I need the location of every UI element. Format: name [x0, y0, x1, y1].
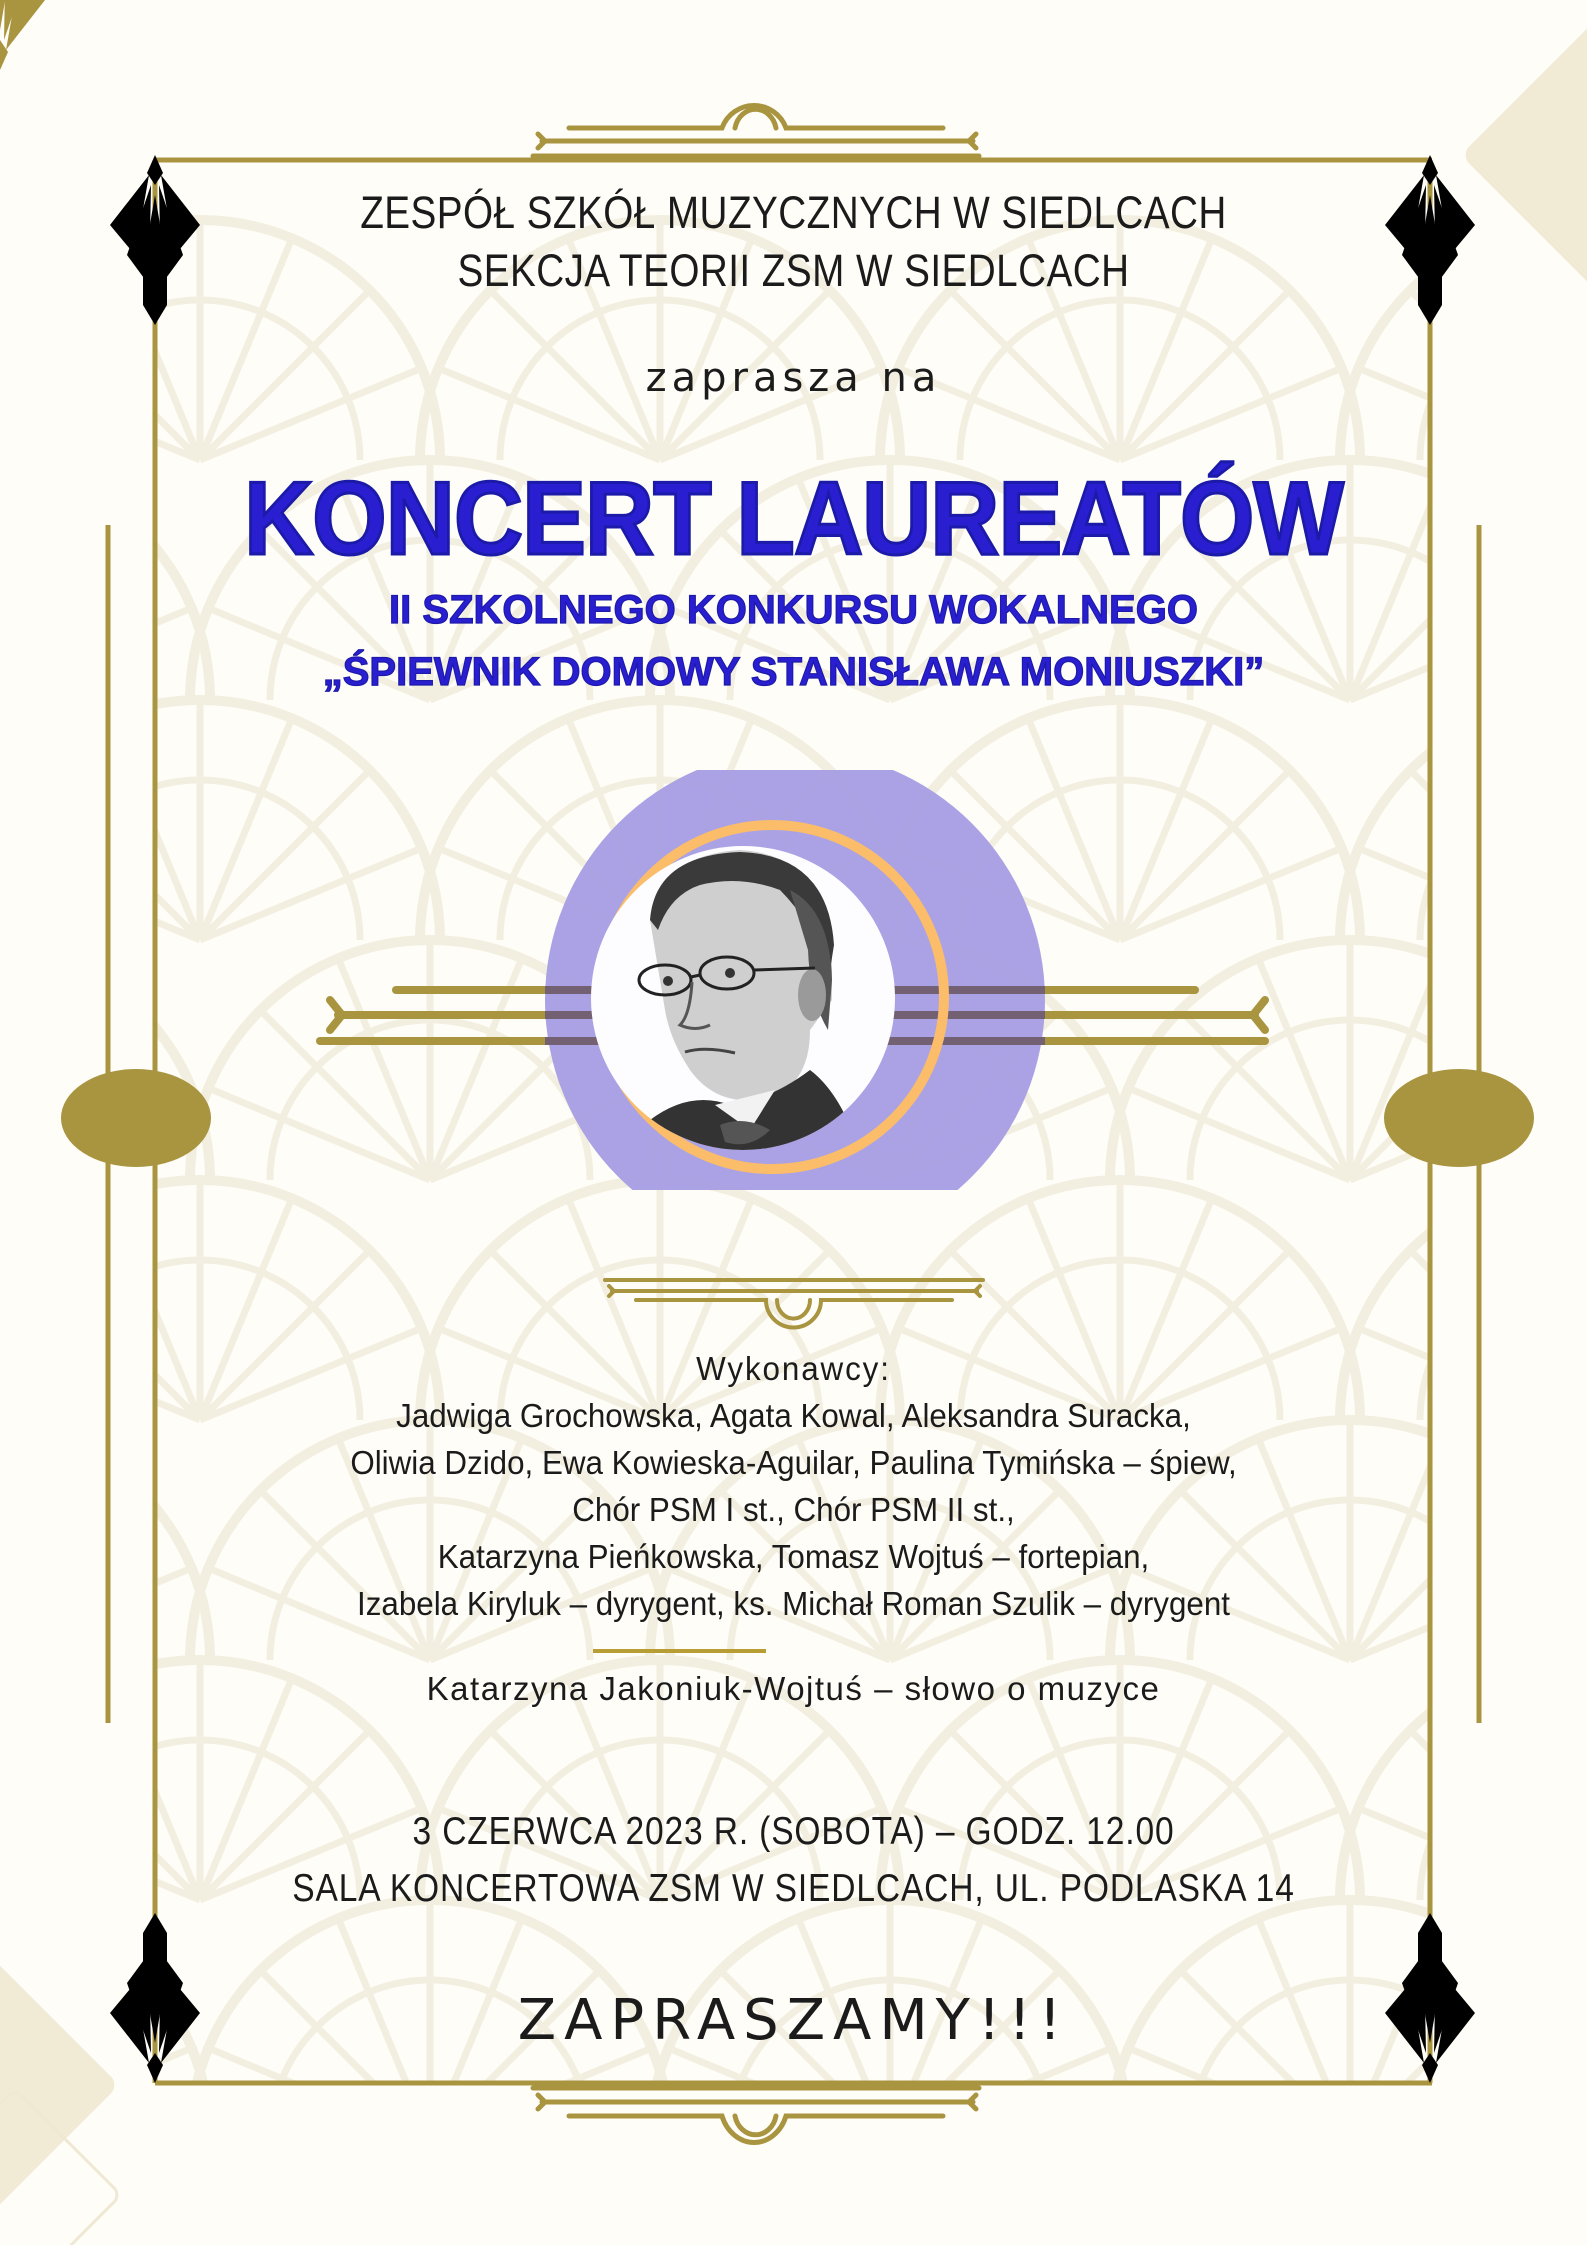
performers-line: Jadwiga Grochowska, Agata Kowal, Aleksandra Suracka,	[396, 1397, 1191, 1434]
event-subtitle-2: „ŚPIEWNIK DOMOWY STANISŁAWA MONIUSZKI”	[322, 650, 1265, 694]
performers-heading: Wykonawcy:	[696, 1350, 891, 1387]
performers-block	[0, 1345, 1587, 1627]
portrait-medallion	[540, 770, 1060, 1190]
closing-invitation: ZAPRASZAMY!!!	[517, 1988, 1070, 2053]
organizer-line-1: ZESPÓŁ SZKÓŁ MUZYCZNYCH W SIEDLCACH	[360, 187, 1227, 238]
gold-circle-right	[1384, 1069, 1534, 1167]
event-subtitle-1: II SZKOLNEGO KONKURSU WOKALNEGO	[389, 588, 1198, 632]
performers-line: Chór PSM I st., Chór PSM II st.,	[572, 1491, 1015, 1528]
gold-circle-left	[61, 1069, 211, 1167]
performers-line: Katarzyna Pieńkowska, Tomasz Wojtuś – fortepian,	[437, 1538, 1150, 1575]
event-venue: SALA KONCERTOWA ZSM W SIEDLCACH, UL. PODLASKA 14	[292, 1867, 1295, 1910]
performers-line: Oliwia Dzido, Ewa Kowieska-Aguilar, Paulina Tymińska – śpiew,	[350, 1444, 1237, 1481]
host-line: Katarzyna Jakoniuk-Wojtuś – słowo o muzyce	[426, 1670, 1161, 1707]
invite-text: zaprasza na	[645, 355, 942, 401]
gold-separator	[593, 1649, 766, 1653]
organizer-line-2: SEKCJA TEORII ZSM W SIEDLCACH	[457, 245, 1130, 296]
event-date-time: 3 CZERWCA 2023 R. (SOBOTA) – GODZ. 12.00	[412, 1810, 1175, 1853]
event-title: KONCERT LAUREATÓW	[244, 461, 1343, 577]
performers-line: Izabela Kiryluk – dyrygent, ks. Michał Roman Szulik – dyrygent	[357, 1585, 1230, 1622]
